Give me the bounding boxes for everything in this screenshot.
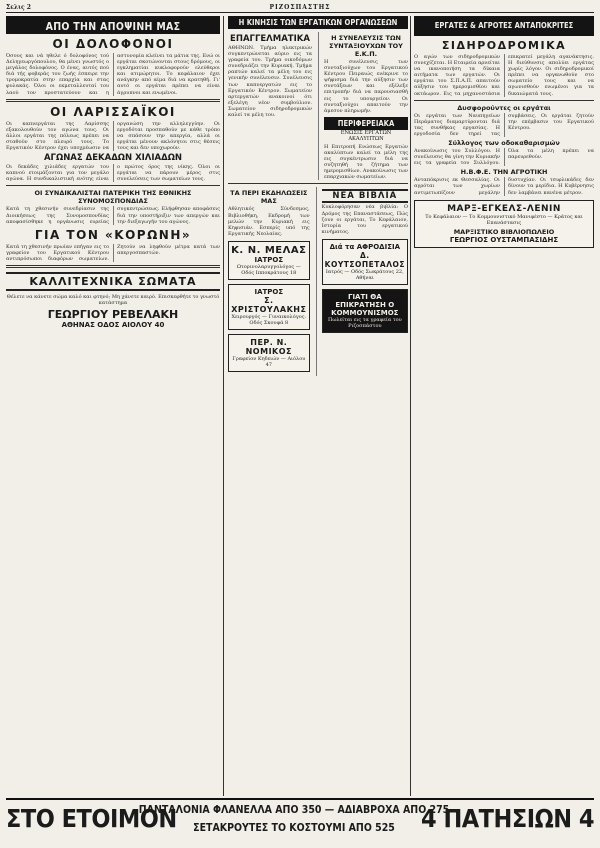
headline-epaggelmatika: ΕΠΑΓΓΕΛΜΑΤΙΚΑ [230,34,310,44]
ad-melas-name: Κ. Ν. ΜΕΛΑΣ [231,244,307,256]
headline-syndikalistai: ΟΙ ΣΥΝΔΙΚΑΛΙΣΤΑΙ ΠΑΤΕΡΙΚΗ ΤΗΣ ΕΘΝΙΚΗΣ ΣΥΝΟΜΟΣΠΟΝΔΙΑΣ [34,189,192,206]
article-agrotiki: Ανταπόκρισις εκ Θεσσαλίας. Οι αγρόται των χωρίων αντιμετωπίζουν μεγάλην δυστυχίαν. Οι τσιφλικάδες δεν δίνουν τα μερίδια. Η Κυβέρνησις δεν λαμβάνει κανένα μέτρον. [414,177,594,196]
ad-melas-desc: Ωτορινολαρυγγολόγος — Οδός Ιπποκράτους 18 [236,263,301,276]
headline-periferiaka: ΠΕΡΙΦΕΡΕΙΑΚΑ [324,117,408,130]
article-syndikalistai: Κατά τη χθεσινήν συνεδρίασιν της Διοικήσεως της Συνομοσπονδίας αποφασίσθηκε η οργάνωσις ευρείας συγκεντρώσεως. Ελήφθησαν αποφάσεις διά την υποστήριξιν των απεργών και την διεξαγωγήν του αγώνος. [6,206,220,225]
subhead-enosis: ΕΝΩΣΙΣ ΕΡΓΑΤΩΝ ΑΚΑΛΥΠΤΩΝ [340,129,392,142]
ad-store-address: 4 ΠΑΤΗΣΙΩΝ 4 [420,804,594,833]
section-banner-correspondents: ΕΡΓΑΤΕΣ & ΑΓΡΟΤΕΣ ΑΝΤΑΠΟΚΡΙΤΕΣ [414,16,594,36]
ad-nomikos-desc: Γραφείον Κηδειών — Αιόλου 47 [232,355,306,368]
headline-nea-vivlia: ΝΕΑ ΒΙΒΛΙΑ [322,189,408,203]
ad-nomikos [228,334,310,372]
ad-kallitechnika-text: Θέλετε να κάνετε σώμα καλό και φτηνό; Μη χάνετε καιρό. Επισκεφθήτε το γνωστό κατάστημα [6,293,220,307]
column-left [6,16,220,796]
masthead [6,3,594,13]
article-synelefsis: Η συνέλευσις των συνταξιούχων του Εργατικού Κέντρου Πειραιώς ενέκρινε το ψήφισμα διά την αύξησιν των συντάξεων και εξέλεξε επιτροπήν διά να παρουσιασθή εις το υπουργείον. Οι συνταξιούχοι απαιτούν την άμεσον πληρωμήν. [324,59,408,114]
headline-ekdiloseis: ΤΑ ΠΕΡΙ ΕΚΔΗΛΩΣΕΙΣ ΜΑΣ [230,189,308,206]
labor-news-right [318,32,408,180]
column-rule [223,16,224,796]
headline-kallitechnika: ΚΑΛΛΙΤΕΧΝΙΚΑ ΣΩΜΑΤΑ [6,272,220,291]
ad-kommounismos-title: ΓΙΑΤΙ ΘΑ ΕΠΙΚΡΑΤΗΣΗ Ο ΚΟΜΜΟΥΝΙΣΜΟΣ [331,292,399,317]
divider [6,265,220,268]
divider [414,100,594,101]
ads-right [316,187,408,375]
bottom-advertisement [6,798,594,844]
ad-bookshop-owner: ΓΕΩΡΓΙΟΣ ΟΥΣΤΑΜΠΑΣΙΔΗΣ [449,235,559,244]
ad-revelakis-name: ΓΕΩΡΓΙΟΥ ΡΕΒΕΛΑΚΗ [47,308,179,322]
labor-news-block [228,32,408,180]
divider [6,185,220,186]
ads-left [228,187,310,375]
ad-marx-engels-lenin [414,200,594,248]
ad-bookshop-title: ΜΑΡΞΙΣΤΙΚΟ ΒΙΒΛΙΟΠΩΛΕΙΟ [453,227,555,236]
headline-dysforountes: Δυσφορούντες οι εργάται [457,103,551,112]
column-rule [410,16,411,796]
ad-koutsopetalos-desc: Ιατρός — Οδός Σωκράτους 22, Αθήναι [325,268,404,281]
ad-melas-title: ΙΑΤΡΟΣ [254,255,284,264]
article-korone: Κατά τη χθεσινήν πρωίαν επήγαν εις το γραφείον του Εργατικού Κέντρου αντιπρόσωποι διαφόρων σωματείων. Ζητούν να ληφθούν μέτρα κατά των απεργοσπαστών. [6,243,220,262]
divider [6,99,220,102]
divider [228,183,408,184]
article-syllogos: Ανακοίνωσις του Συλλόγου. Η συνέλευσις θα γίνη την Κυριακήν εις τα γραφεία του Συλλόγου. Όλα τα μέλη πρέπει να παρευρεθούν. [414,148,594,167]
article-ekdiloseis: Αθλητικός Σύνδεσμος, Βιβλιοθήκη, Εκδρομή των μελών την Κυριακή εις Κηφισιάν. Εσπερίς υπό της Εργατικής Νεολαίας. [228,206,310,237]
ad-christoulakis-title: ΙΑΤΡΟΣ [254,287,284,296]
headline-korone: ΓΙΑ ΤΟΝ «ΚΟΡΩΝΗ» [34,227,192,242]
article-sidirodromika: Ο αγών των σιδηροδρομικών συνεχίζεται. Η Εταιρεία αρνείται να ικανοποιήση τα δίκαια αιτήματα των εργατών. Οι εργάται του Σ.Π.Α.Π. απαιτούν αύξησιν του ημερομισθίου και οκτάωρον. Εις τα μηχανοστάσια επικρατεί μεγάλη αγανάκτησις. Η διεύθυνσις απολύει εργάτας χωρίς λόγον. Οι σιδηροδρομικοί πρέπει να οργανωθούν στο σωματείο τους και να αγωνισθούν ενωμένοι για τα δικαιώματά τους. [414,54,594,97]
ad-koutsopetalos-top: Διά τα ΑΦΡΟΔΙΣΙΑ [329,242,401,251]
ad-kommounismos [322,289,408,333]
headline-sidirodromika: ΣΙΔΗΡΟΔΡΟΜΙΚΑ [441,39,567,52]
page-number: Σελις 2 [6,4,31,11]
ad-koutsopetalos-name: Δ. ΚΟΥΤΣΟΠΕΤΑΛΟΣ [324,250,405,269]
ad-revelakis-address: ΑΘΗΝΑΣ ΟΔΟΣ ΑΙΟΛΟΥ 40 [61,321,165,330]
headline-synelefsis: Η ΣΥΝΕΛΕΥΣΙΣ ΤΩΝ ΣΥΝΤΑΞΙΟΥΧΩΝ ΤΟΥ Ε.Κ.Π. [329,34,403,58]
article-periferiaka: Η Επιτροπή Ενώσεως Εργατών ακαλύπτων καλεί τα μέλη της εις συγκέντρωσιν διά να συζητηθή το ζήτημα των ημερομισθίων. Ανακοίνωσις των επαρχιακών σωματείων. [324,143,408,181]
ad-line-1: ΠΑΝΤΑΛΟΝΙΑ ΦΛΑΝΕΛΛΑ ΑΠΟ 350 — ΑΔΙΑΒΡΟΧΑ ΑΠΟ 275 [138,804,450,816]
ad-melas [228,241,310,280]
headline-dolofonoi: ΟΙ ΔΟΛΟΦΟΝΟΙ [52,37,174,51]
headline-agonas: ΑΓΩΝΑΣ ΔΕΚΑΔΩΝ ΧΙΛΙΑΔΩΝ [43,153,183,164]
ads-block-upper [228,187,408,375]
paper-name: ΡΙΖΟΣΠΑΣΤΗΣ [269,4,331,11]
article-epaggelmatika: ΑΘΗΝΩΝ. Τμήμα ηλεκτρικών συγκεντρώνεται αύριο εις τα γραφεία του. Τμήμα οικοδόμων συνεδριάζει την Κυριακή. Τμήμα ραπτών καλεί τα μέλη του εις γενικήν συνέλευσιν. Συνέλευσις των καπνεργατών εις το Εργατικόν Κέντρον. Σωματείον αρτεργατών ανακοινοί ότι εξελέγη νέον συμβούλιον. Σωματείον σιδηροδρομικών καλεί τα μέλη του. [228,45,312,119]
ad-christoulakis-desc: Χειρουργός — Γυναικολόγος. Οδός Σκουφά 8 [231,313,307,326]
ad-koutsopetalos [322,239,408,285]
column-middle [228,16,408,796]
article-nea-vivlia: Κυκλοφόρησαν νέα βιβλία: Ο Δρόμος της Επαναστάσεως, Πώς ζουν οι εργάται, Το Κεφάλαιον, Ιστορία του εργατικού κινήματος. [321,204,408,235]
ad-line-2: ΣΕΤΑΚΡΟΥΤΕΣ ΤΟ ΚΟΣΤΟΥΜΙ ΑΠΟ 525 [193,822,395,834]
headline-larissaikoi: ΟΙ ΛΑΡΙΣΣΑΪΚΟΙ [50,104,176,119]
ad-marx-engels-lenin-desc: Το Κεφάλαιον — Το Κομμουνιστικό Μανιφέστο — Κράτος και Επανάστασις [425,213,583,226]
article-larissaikoi: Οι καπνεργάται της Λαρίσσης εξακολουθούν τον αγώνα τους. Οι άλλοι εργάται της πόλεως πρέπει να σταθούν στο πλευρό τους. Το Εργατικόν Κέντρον έχει υποχρέωσιν να οργανώση την αλληλεγγύην. Οι εργοδόται προσπαθούν με κάθε τρόπο να σπάσουν την απεργία, αλλά οι εργάται μένουν ακλόνητοι στις θέσεις τους και δεν υποχωρούν. [6,120,220,152]
article-dysforountes: Οι εργάται των Ναυπηγείων Περάματος διαμαρτύρονται διά τας συνθήκας εργασίας. Η εργοδοσία δεν τηρεί τας συμβάσεις. Οι εργάται ζητούν την επέμβασιν του Εργατικού Κέντρου. [414,112,594,137]
labor-news-left [228,32,312,180]
headline-agrotiki: Η.Β.Φ.Ε. ΤΗΝ ΑΓΡΟΤΙΚΗ [460,168,548,177]
ad-christoulakis [228,284,310,330]
article-dolofonoi: Όσους και νά ηθελε ό δολοφόνος τού Δεληγεωργόπουλου, θα μένει γνωστός ο μεγάλος δολοφόνος. Ο ένας, αυτός πού διά τής φοβεράς του ζωής έσπειρε την τρομοκρατία στην επαρχία και στας φυλακάς. Όλοι οι εκμεταλλευταί του λαού τον προστατεύουν και η αστυνομία κλείνει τα μάτια της. Ενώ οι εργάται σκοτώνονται στους δρόμους, οι εγκληματίαι κυκλοφορούν ελεύθεροι και ατιμώρητοι. Το κεφάλαιον έχει ανάγκην από αίμα διά να κρατηθή. Γι' αυτό οι εργάται πρέπει να είναι άγρυπνοι και ενωμένοι. [6,53,220,96]
article-agonas: Οι δεκάδες χιλιάδες εργατών του καπνού ετοιμάζονται για τον μεγάλο αγώνα. Η συνδικαλιστική ενότης είναι ο πρώτος όρος της νίκης. Όλοι οι εργάται να πάρουν μέρος στις συνελεύσεις των σωματείων τους. [6,164,220,183]
column-right [414,16,594,796]
ad-christoulakis-name: Σ. ΧΡΙΣΤΟΥΛΑΚΗΣ [231,295,307,314]
section-banner-opinion: ΑΠΟ ΤΗΝ ΑΠΟΨΙΝΗ ΜΑΣ [6,16,220,34]
ad-marx-engels-lenin-title: ΜΑΡΞ-ΕΓΚΕΛΣ-ΛΕΝΙΝ [447,203,561,214]
ad-store-name: ΣΤΟ ΕΤΟΙΜΟΝ [6,804,177,833]
ad-nomikos-name: ΠΕΡ. Ν. ΝΟΜΙΚΟΣ [245,337,293,356]
ad-kommounismos-desc: Πωλείται εις τα γραφεία του Ριζοσπάστου [327,316,402,329]
section-banner-organizations: Η ΚΙΝΗΣΙΣ ΤΩΝ ΕΡΓΑΤΙΚΩΝ ΟΡΓΑΝΩΣΕΩΝ [228,16,408,29]
headline-syllogos: Σύλλογος των οδοκαθαρισμών [448,139,560,148]
